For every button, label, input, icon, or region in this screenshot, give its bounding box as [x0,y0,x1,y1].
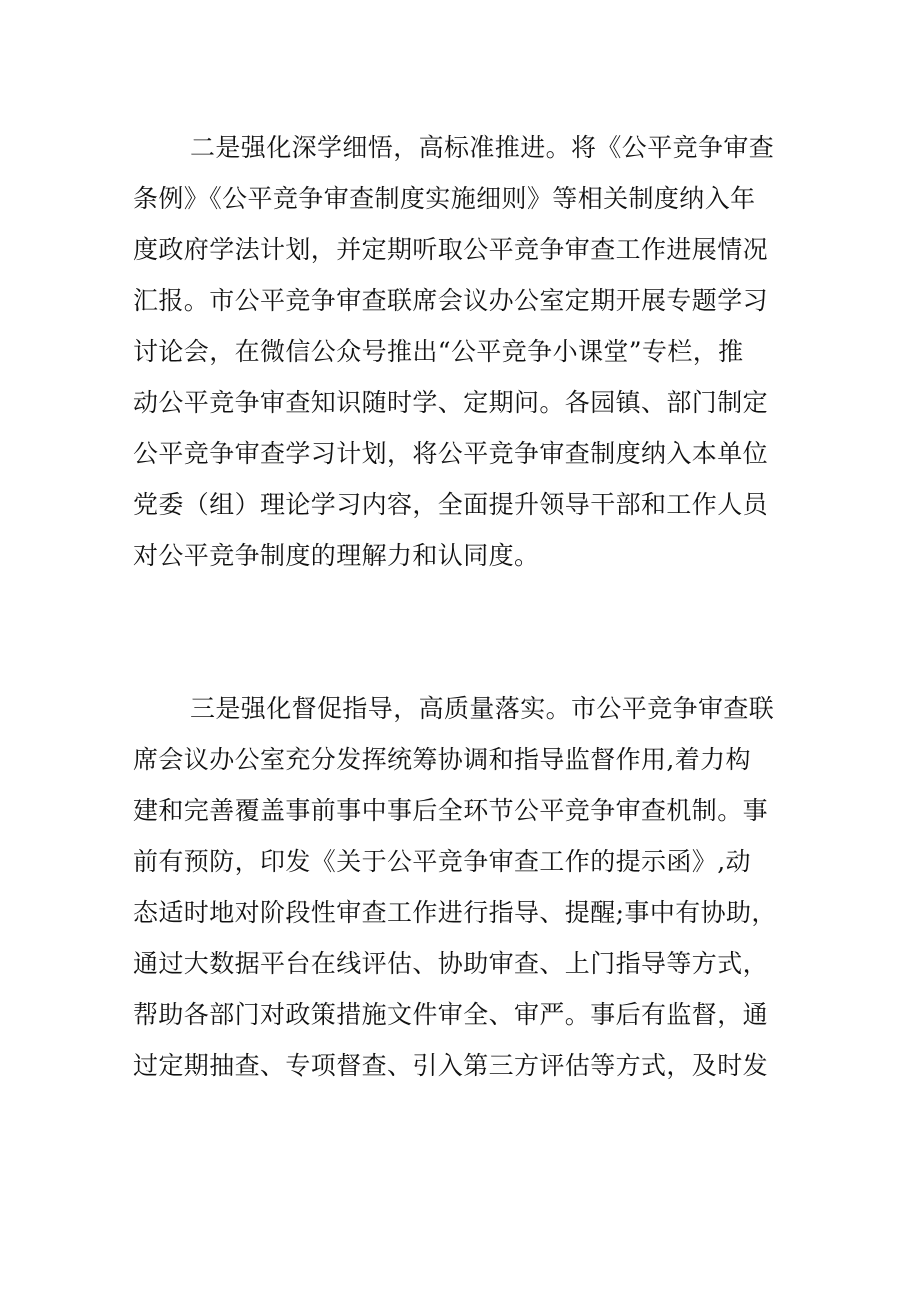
paragraph-strengthen-study [133,122,793,581]
paragraph-line: 通过大数据平台在线评估、协助审查、上门指导等方式， [133,949,769,978]
paragraph-line: 帮助各部门对政策措施文件审全、审严。事后有监督，通 [133,1000,769,1029]
paragraph-line: 态适时地对阶段性审查工作进行指导、提醒;事中有协助， [133,898,777,927]
paragraph-line: 二是强化深学细悟，高标准推进。将《公平竞争审查 [190,133,775,162]
paragraph-line: 对公平竞争制度的理解力和认同度。 [133,541,540,570]
paragraph-line: 汇报。市公平竞争审查联席会议办公室定期开展专题学习 [133,286,769,315]
paragraph-line: 度政府学法计划，并定期听取公平竞争审查工作进展情况 [133,235,769,264]
paragraph-line: 建和完善覆盖事前事中事后全环节公平竞争审查机制。事 [133,796,769,825]
paragraph-line: 前有预防，印发《关于公平竞争审查工作的提示函》,动 [133,847,751,876]
paragraph-strengthen-supervision [133,683,793,1091]
paragraph-line: 过定期抽查、专项督查、引入第三方评估等方式，及时发 [133,1051,769,1080]
paragraph-line: 三是强化督促指导，高质量落实。市公平竞争审查联 [190,694,775,723]
paragraph-line: 条例》《公平竞争审查制度实施细则》等相关制度纳入年 [133,184,756,213]
paragraph-line: 公平竞争审查学习计划，将公平竞争审查制度纳入本单位 [133,439,769,468]
paragraph-line: 动公平竞争审查知识随时学、定期问。各园镇、部门制定 [133,388,769,417]
paragraph-line: 席会议办公室充分发挥统筹协调和指导监督作用,着力构 [133,745,751,774]
paragraph-line: 党委（组）理论学习内容，全面提升领导干部和工作人员 [133,490,769,519]
paragraph-line: 讨论会，在微信公众号推出“公平竞争小课堂”专栏，推 [133,337,744,366]
